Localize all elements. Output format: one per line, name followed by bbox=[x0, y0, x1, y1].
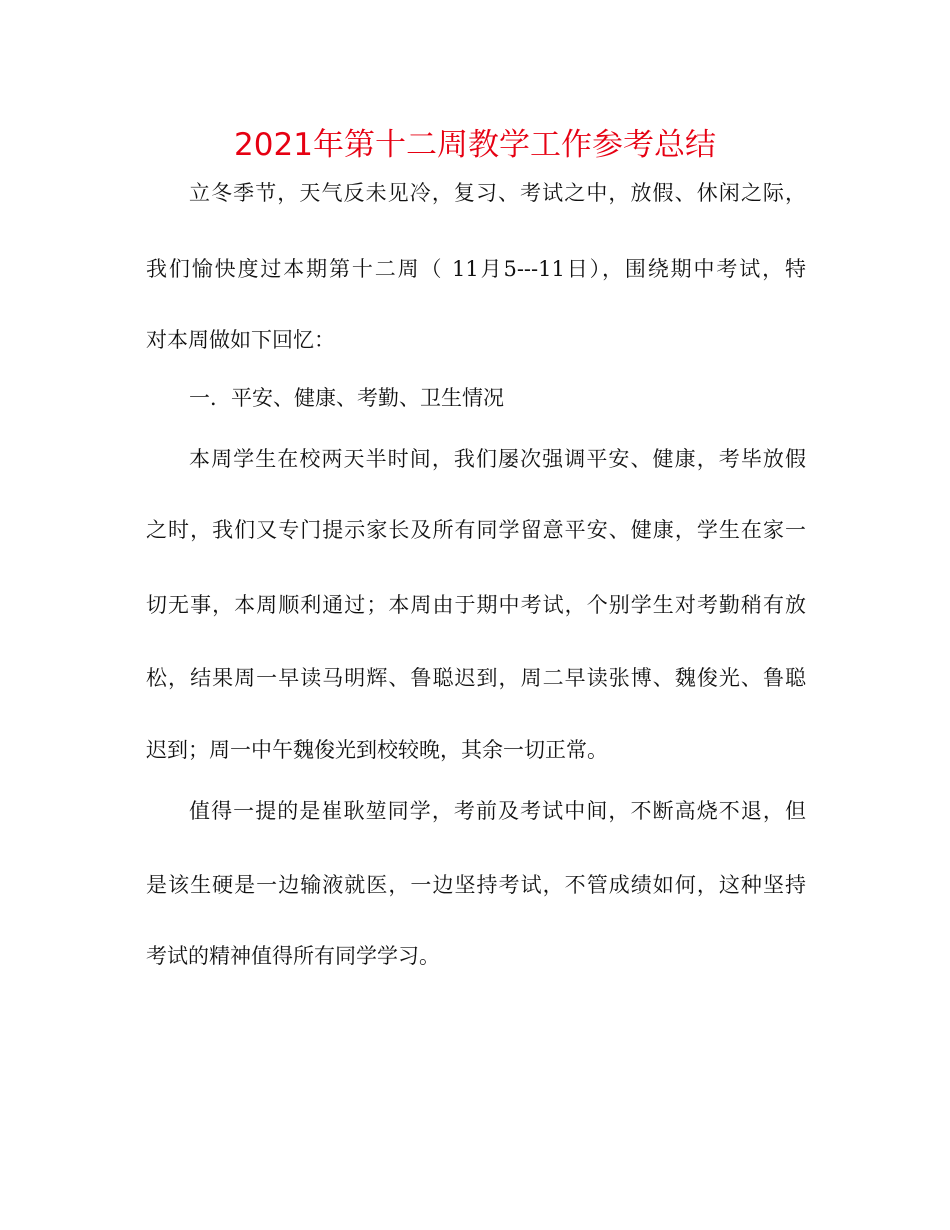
document-title: 2021年第十二周教学工作参考总结 bbox=[234, 127, 716, 163]
paragraph-line: 松，结果周一早读马明辉、鲁聪迟到，周二早读张博、魏俊光、鲁聪 bbox=[146, 666, 806, 690]
paragraph-line: 对本周做如下回忆： bbox=[146, 328, 335, 352]
paragraph-line: 我们愉快度过本期第十二周（ 11月5---11日），围绕期中考试，特 bbox=[146, 257, 806, 281]
section-heading: 一．平安、健康、考勤、卫生情况 bbox=[189, 386, 504, 410]
paragraph-line: 是该生硬是一边输液就医，一边坚持考试，不管成绩如何，这种坚持 bbox=[146, 873, 806, 897]
paragraph-line: 之时，我们又专门提示家长及所有同学留意平安、健康，学生在家一 bbox=[146, 518, 806, 542]
paragraph-line: 切无事，本周顺利通过；本周由于期中考试，个别学生对考勤稍有放 bbox=[146, 593, 806, 617]
paragraph-line: 本周学生在校两天半时间，我们屡次强调平安、健康，考毕放假 bbox=[189, 447, 806, 471]
paragraph-line: 立冬季节，天气反未见冷，复习、考试之中，放假、休闲之际， bbox=[189, 181, 806, 205]
paragraph-line: 迟到；周一中午魏俊光到校较晚，其余一切正常。 bbox=[146, 738, 608, 762]
paragraph-line: 值得一提的是崔耿堃同学，考前及考试中间，不断高烧不退，但 bbox=[189, 799, 806, 823]
paragraph-line: 考试的精神值得所有同学学习。 bbox=[146, 944, 440, 968]
